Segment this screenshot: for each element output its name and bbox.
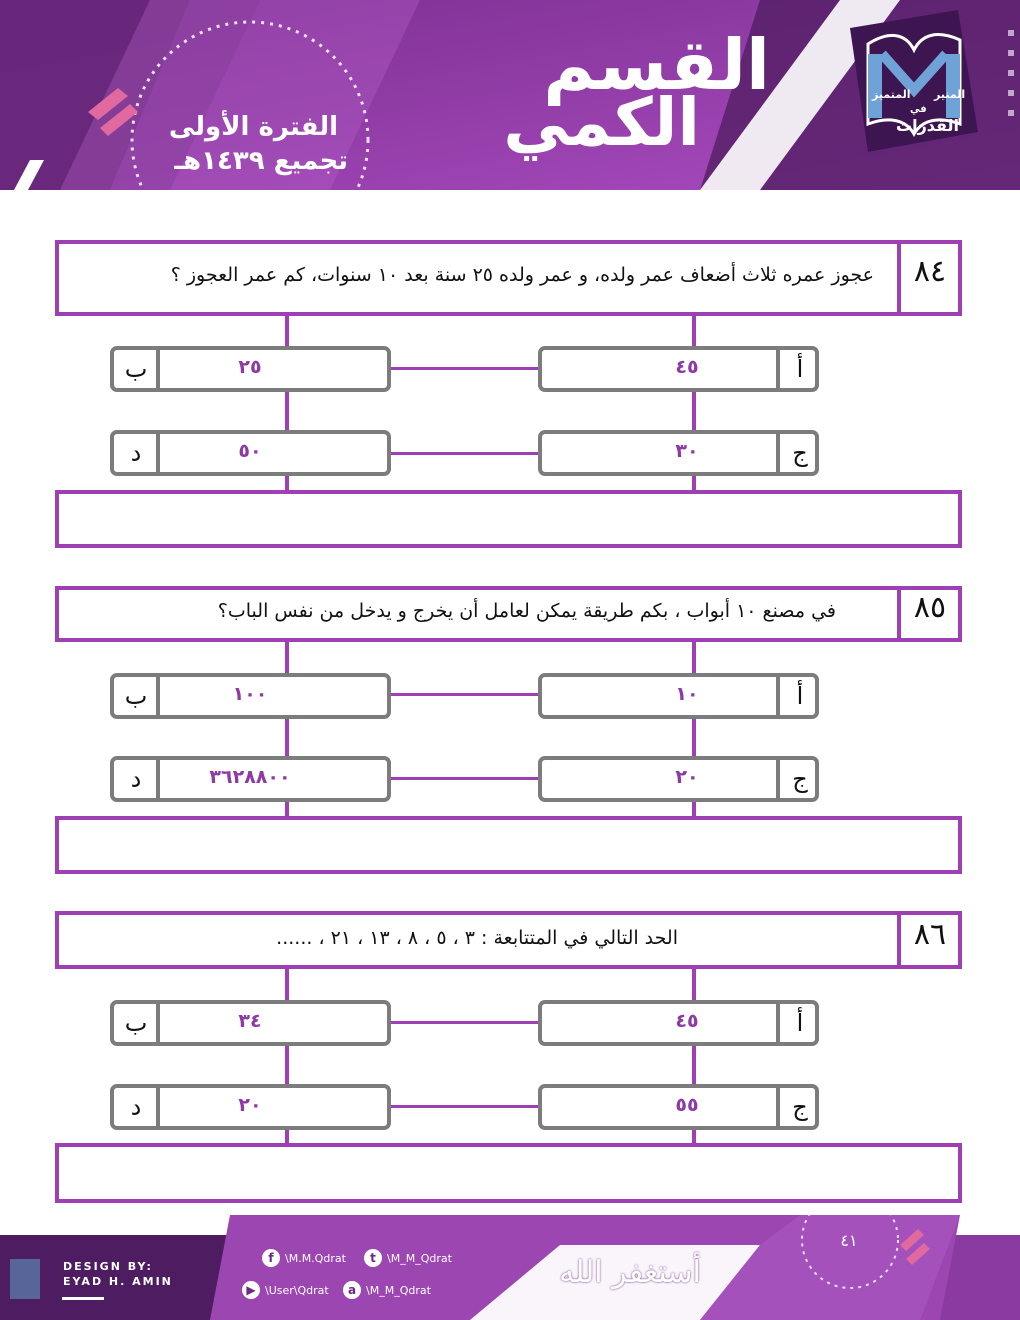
- page-number: ٤١: [840, 1231, 858, 1250]
- calligraphy-text: أستغفر الله: [559, 1255, 701, 1290]
- option-value: ٢٠: [238, 1094, 262, 1116]
- option-value: ٣٤: [238, 1010, 262, 1032]
- option-value: ٤٥: [675, 1010, 699, 1032]
- question-text: عجوز عمره ثلاث أضعاف عمر ولده، و عمر ولده ٢٥ سنة بعد ١٠ سنوات، كم عمر العجوز ؟: [170, 264, 874, 286]
- option-value: ٢٠: [675, 766, 699, 788]
- option-value: ٣٦٢٨٨٠٠: [209, 766, 291, 788]
- logo-text-side3: المتميز: [872, 88, 911, 101]
- twitter-handle[interactable]: \M_M_Qdrat: [387, 1252, 452, 1265]
- design-by-label: DESIGN BY:: [63, 1260, 153, 1273]
- option-value: ١٠٠: [232, 683, 268, 705]
- option-d[interactable]: [110, 1084, 391, 1130]
- question-text: في مصنع ١٠ أبواب ، بكم طريقة يمكن لعامل أن يخرج و يدخل من نفس الباب؟: [217, 600, 836, 622]
- option-letter: ب: [124, 1009, 148, 1037]
- facebook-icon[interactable]: f: [262, 1249, 280, 1267]
- ask-handle[interactable]: \M_M_Qdrat: [366, 1284, 431, 1297]
- question-number: ٨٥: [913, 590, 947, 625]
- logo-text-side1: المنير: [934, 88, 966, 101]
- section-title: القسم: [543, 24, 770, 106]
- option-c[interactable]: [538, 1084, 819, 1130]
- option-letter: ج: [792, 765, 808, 793]
- option-value: ٥٠: [238, 440, 262, 462]
- ask-icon[interactable]: a: [343, 1281, 361, 1299]
- facebook-handle[interactable]: \M.M.Qdrat: [285, 1252, 346, 1265]
- option-letter: أ: [796, 355, 804, 383]
- option-letter: د: [130, 439, 142, 467]
- designer-name: EYAD H. AMIN: [63, 1275, 173, 1288]
- youtube-handle[interactable]: \User\Qdrat: [265, 1284, 329, 1297]
- option-letter: ج: [792, 439, 808, 467]
- question-number: ٨٦: [913, 917, 947, 952]
- option-b[interactable]: [110, 1000, 391, 1046]
- question-number: ٨٤: [913, 254, 947, 289]
- option-letter: ب: [124, 355, 148, 383]
- page-footer: [0, 1215, 1020, 1320]
- option-value: ٣٠: [675, 440, 699, 462]
- youtube-icon[interactable]: ▶: [242, 1281, 260, 1299]
- option-letter: أ: [796, 682, 804, 710]
- option-value: ٢٥: [238, 356, 262, 378]
- twitter-icon[interactable]: t: [364, 1249, 382, 1267]
- period-label: الفترة الأولى: [168, 112, 338, 142]
- answer-box[interactable]: [55, 1143, 962, 1203]
- option-letter: د: [130, 1093, 142, 1121]
- footer-background: [0, 1215, 1020, 1320]
- option-letter: ج: [792, 1093, 808, 1121]
- option-a[interactable]: [538, 1000, 819, 1046]
- option-value: ٥٥: [675, 1094, 699, 1116]
- option-value: ١٠: [675, 683, 699, 705]
- section-subtitle: الكمي: [503, 84, 700, 161]
- connector-row2: [388, 1105, 542, 1108]
- connector-row1: [388, 1021, 542, 1024]
- question-text: الحد التالي في المتتابعة : ٣ ، ٥ ، ٨ ، ١٣ ، ٢١ ، ......: [276, 927, 678, 949]
- logo-text-main: القدرات: [896, 116, 960, 135]
- compile-label: تجميع ١٤٣٩هـ: [174, 146, 348, 176]
- option-letter: ب: [124, 682, 148, 710]
- logo-text-side2: في: [910, 104, 927, 115]
- option-value: ٤٥: [675, 356, 699, 378]
- option-letter: أ: [796, 1009, 804, 1037]
- option-letter: د: [130, 765, 142, 793]
